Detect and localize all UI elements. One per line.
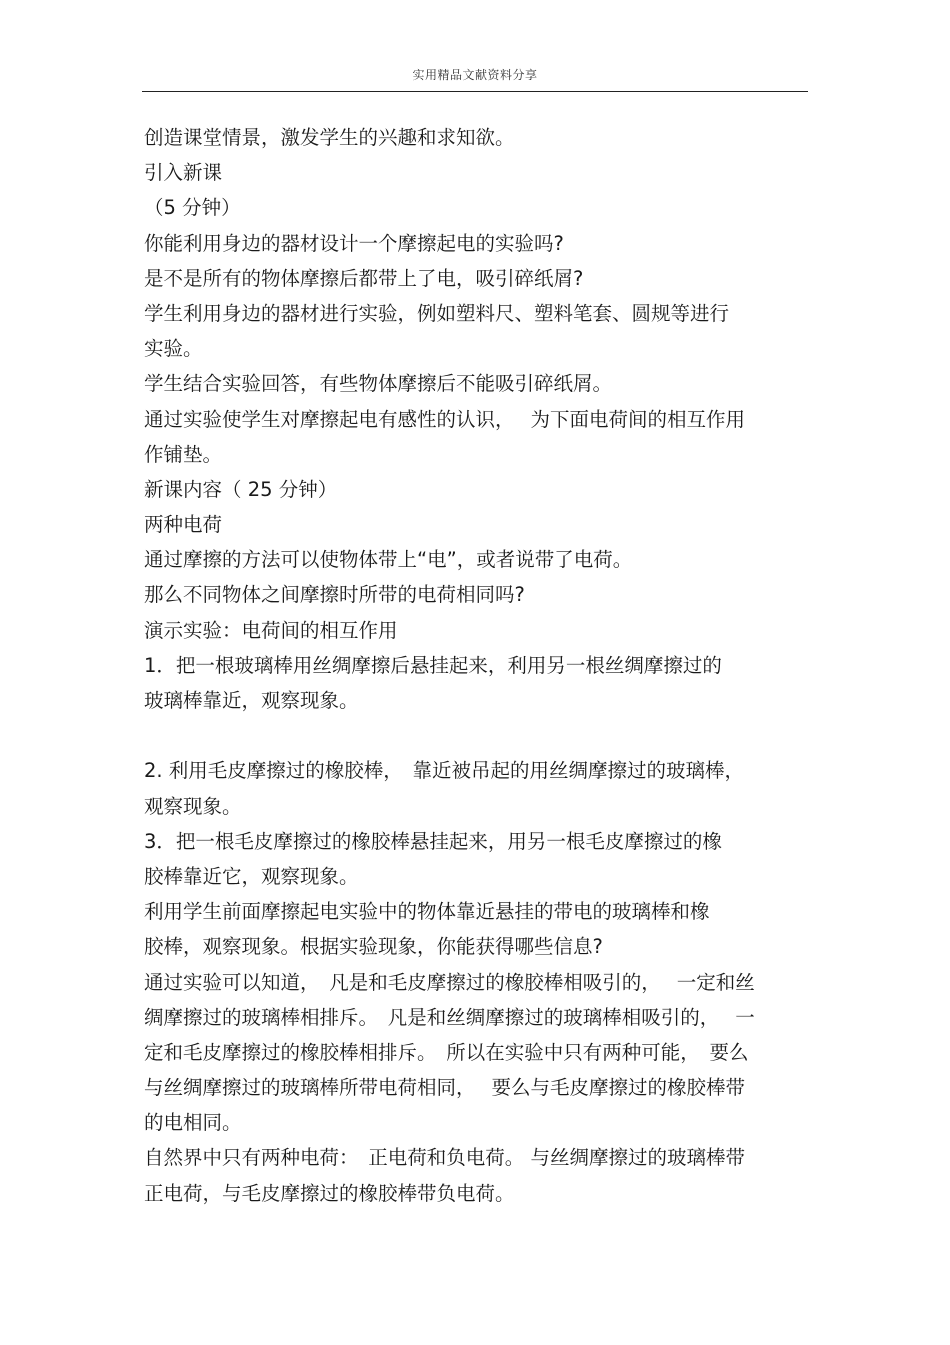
text-line: 学生利用身边的器材进行实验，例如塑料尺、塑料笔套、圆规等进行 (144, 301, 730, 325)
list-item: 2. 利用毛皮摩擦过的橡胶棒， 靠近被吊起的用丝绸摩擦过的玻璃棒， (144, 759, 745, 783)
section-heading: 引入新课 (144, 161, 223, 185)
text-line: 那么不同物体之间摩擦时所带的电荷相同吗? (144, 583, 525, 607)
list-item: 1．把一根玻璃棒用丝绸摩擦后悬挂起来，利用另一根丝绸摩擦过的 (144, 653, 722, 677)
text-line: 胶棒，观察现象。根据实验现象，你能获得哪些信息? (144, 935, 603, 959)
text-line: （5 分钟） (144, 196, 241, 220)
text-line: 的电相同。 (144, 1111, 242, 1135)
text-line: 绸摩擦过的玻璃棒相排斥。 凡是和丝绸摩擦过的玻璃棒相吸引的， 一 (144, 1005, 755, 1029)
text-line: 与丝绸摩擦过的玻璃棒所带电荷相同， 要么与毛皮摩擦过的橡胶棒带 (144, 1076, 745, 1100)
body-text (144, 120, 814, 1211)
list-item: 观察现象。 (144, 794, 242, 818)
text-line: 作铺垫。 (144, 442, 223, 466)
blank-line (144, 718, 814, 753)
text-line: 通过实验可以知道， 凡是和毛皮摩擦过的橡胶棒相吸引的， 一定和丝 (144, 970, 755, 994)
list-item: 玻璃棒靠近，观察现象。 (144, 689, 359, 712)
text-line: 实验。 (144, 337, 203, 361)
section-heading: 两种电荷 (144, 513, 223, 537)
section-heading: 新课内容（ 25 分钟） (144, 477, 338, 501)
text-line: 自然界中只有两种电荷： 正电荷和负电荷。 与丝绸摩擦过的玻璃棒带 (144, 1146, 745, 1170)
text-line: 是不是所有的物体摩擦后都带上了电，吸引碎纸屑? (144, 266, 584, 290)
text-line: 学生结合实验回答，有些物体摩擦后不能吸引碎纸屑。 (144, 372, 613, 396)
text-line: 正电荷，与毛皮摩擦过的橡胶棒带负电荷。 (144, 1181, 515, 1205)
header-divider (142, 91, 808, 92)
list-item: 胶棒靠近它，观察现象。 (144, 864, 359, 888)
text-line: 通过实验使学生对摩擦起电有感性的认识， 为下面电荷间的相互作用 (144, 407, 745, 431)
page-header: 实用精品文献资料分享 (412, 68, 538, 82)
list-item: 3．把一根毛皮摩擦过的橡胶棒悬挂起来，用另一根毛皮摩擦过的橡 (144, 829, 722, 853)
text-line: 演示实验：电荷间的相互作用 (144, 618, 398, 642)
text-line: 利用学生前面摩擦起电实验中的物体靠近悬挂的带电的玻璃棒和橡 (144, 900, 710, 924)
text-line: 创造课堂情景，激发学生的兴趣和求知欲。 (144, 126, 515, 149)
text-line: 你能利用身边的器材设计一个摩擦起电的实验吗? (144, 231, 564, 255)
text-line: 通过摩擦的方法可以使物体带上“电”，或者说带了电荷。 (144, 548, 633, 572)
text-line: 定和毛皮摩擦过的橡胶棒相排斥。 所以在实验中只有两种可能， 要么 (144, 1040, 749, 1064)
